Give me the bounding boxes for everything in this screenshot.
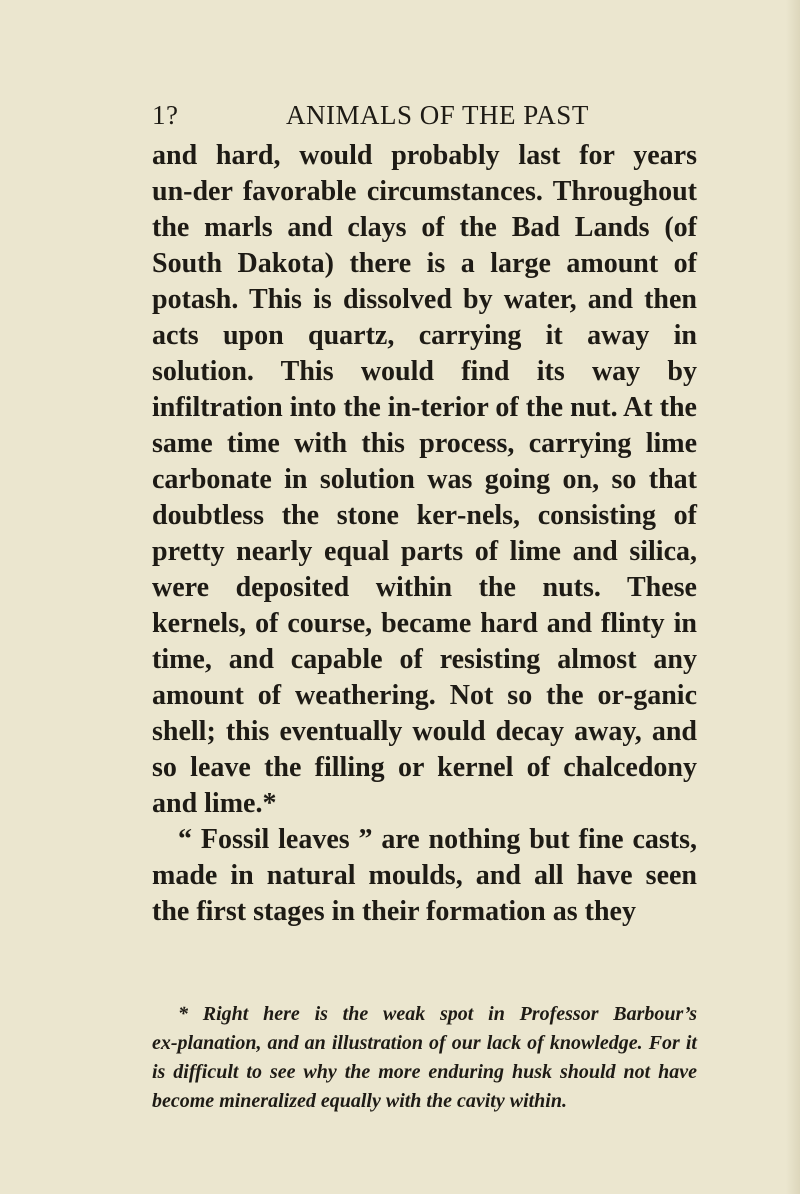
- body-text: [152, 138, 697, 930]
- page-header: [152, 100, 692, 134]
- page-number: 1?: [152, 100, 179, 130]
- footnote: * Right here is the weak spot in Professor Barbour’s ex‑planation, and an illustration of our lack of knowledge. For it is difficult to see why the more enduring husk should not have become mineralized equally with the cavity within.: [152, 1003, 697, 1112]
- paragraph: and hard, would probably last for years un‑der favorable circumstances. Throughout the marls and clays of the Bad Lands (of South Dakota) there is a large amount of potash. This is dissolved by water, and then acts upon quartz, carrying it away in solution. This would find its way by infiltration into the in‑terior of the nut. At the same time with this process, carrying lime carbonate in solution was going on, so that doubtless the stone ker‑nels, consisting of pretty nearly equal parts of lime and silica, were deposited within the nuts. These kernels, of course, became hard and flinty in time, and capable of resisting almost any amount of weathering. Not so the or‑ganic shell; this eventually would decay away, and so leave the filling or kernel of chalcedony and lime.*: [152, 140, 697, 819]
- running-head: ANIMALS OF THE PAST: [286, 100, 589, 130]
- paragraph: “ Fossil leaves ” are nothing but fine casts, made in natural moulds, and all have seen the first stages in their formation as they: [152, 824, 697, 927]
- page-edge: [786, 0, 800, 1194]
